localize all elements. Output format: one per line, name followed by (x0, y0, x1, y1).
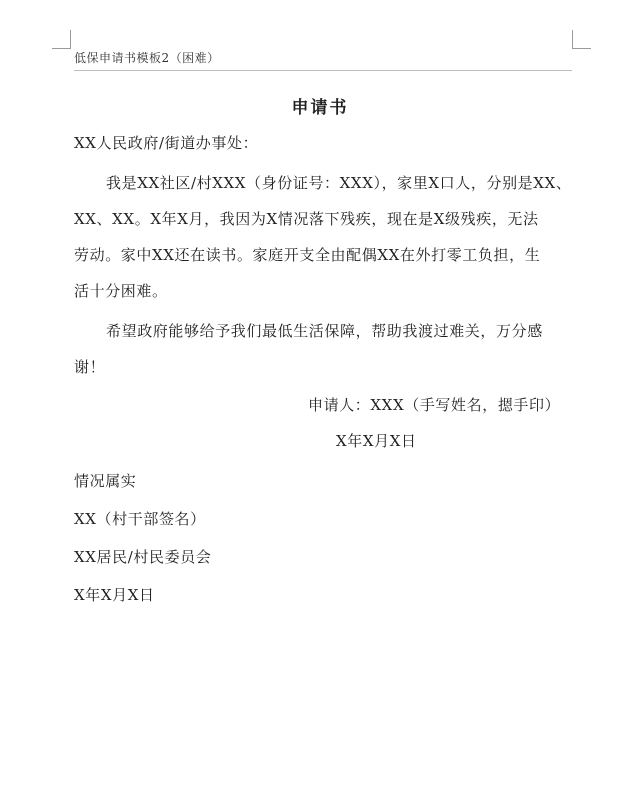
verification-committee: XX居民/村民委员会 (74, 548, 212, 566)
body-line-4: 活十分困难。 (74, 282, 168, 300)
body-line-6: 谢！ (74, 358, 106, 376)
body-line-1: 我是XX社区/村XXX（身份证号：XXX），家里X口人，分别是XX、 (106, 174, 572, 192)
verification-statement: 情况属实 (74, 472, 137, 490)
application-date: X年X月X日 (336, 432, 417, 450)
body-line-3: 劳动。家中XX还在读书。家庭开支全由配偶XX在外打零工负担，生 (74, 246, 541, 264)
verification-date: X年X月X日 (74, 586, 155, 604)
page-corner-mark-top-left (52, 30, 71, 49)
verification-signer: XX（村干部签名） (74, 510, 206, 528)
page-header: 低保申请书模板2（困难） (74, 51, 220, 65)
page-corner-mark-top-right (572, 30, 591, 49)
body-line-2: XX、XX。X年X月，我因为X情况落下残疾，现在是X级残疾，无法 (74, 210, 539, 228)
header-divider (74, 70, 572, 71)
salutation: XX人民政府/街道办事处： (74, 134, 259, 152)
body-line-5: 希望政府能够给予我们最低生活保障，帮助我渡过难关，万分感 (106, 322, 543, 340)
document-title: 申请书 (291, 98, 349, 118)
applicant-signature-line: 申请人：XXX（手写姓名，摁手印） (308, 396, 561, 414)
